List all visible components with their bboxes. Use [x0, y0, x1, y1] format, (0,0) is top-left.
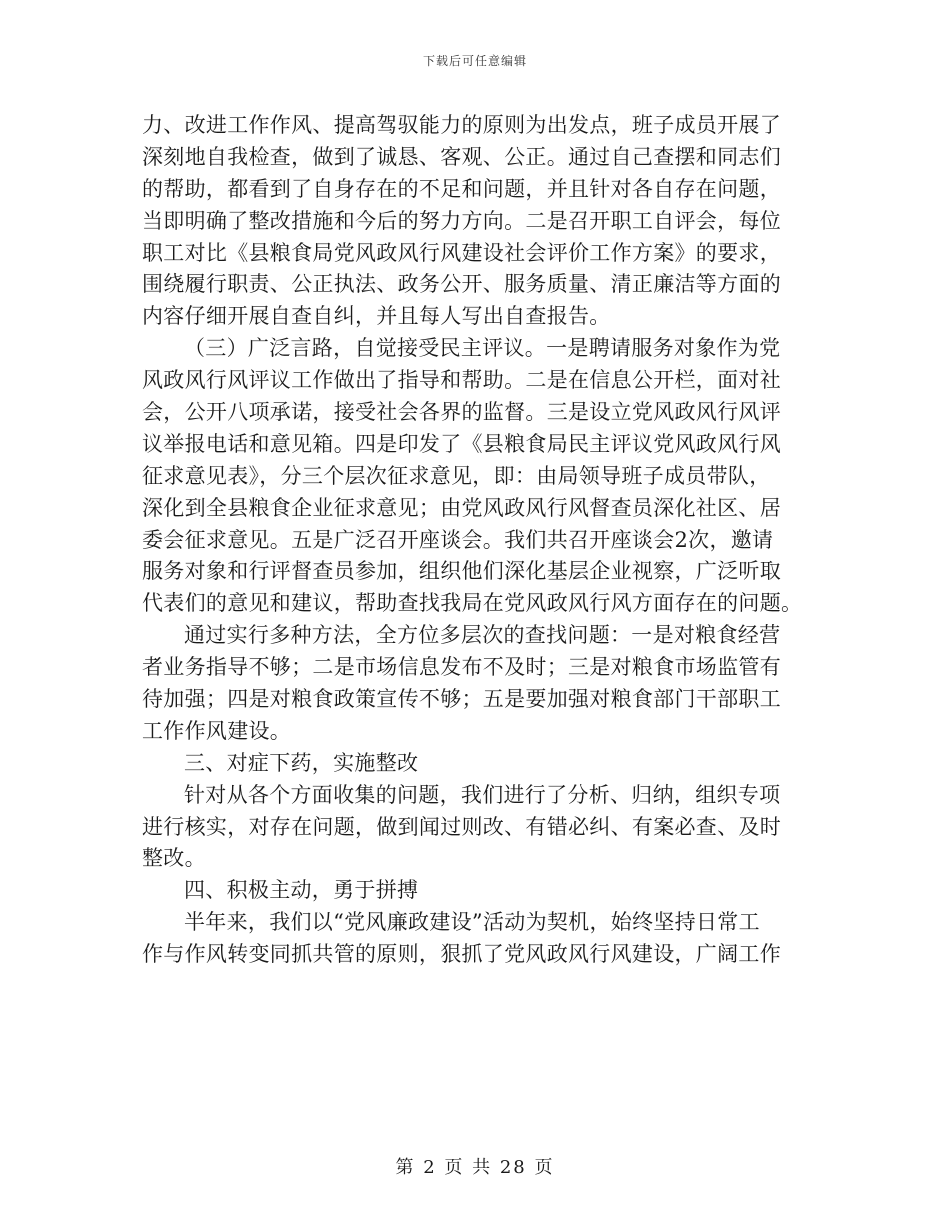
text-line: 针对从各个方面收集的问题，我们进行了分析、归纳，组织专项 — [184, 782, 781, 807]
page-number: 第 2 页 共 28 页 — [395, 1157, 555, 1178]
text-line: 作与作风转变同抓共管的原则，狠抓了党风政风行风建设，广阔工作 — [142, 942, 781, 967]
text-line: 力、改进工作作风、提高驾驭能力的原则为出发点，班子成员开展了 — [142, 113, 781, 137]
text-line: 待加强；四是对粮食政策宣传不够；五是要加强对粮食部门干部职工 — [142, 687, 781, 712]
text-line: 整改。 — [142, 846, 206, 871]
text-line: 进行核实，对存在问题，做到闻过则改、有错必纠、有案必查、及时 — [142, 814, 781, 839]
text-line: 服务对象和行评督查员参加，组织他们深化基层企业视察，广泛听取 — [142, 559, 781, 584]
text-line: 的帮助，都看到了自身存在的不足和问题，并且针对各自存在问题， — [142, 176, 781, 201]
text-line: 征求意见表》，分三个层次征求意见，即：由局领导班子成员带队， — [142, 463, 771, 488]
text-line: 深刻地自我检查，做到了诚恳、客观、公正。通过自己查摆和同志们 — [142, 144, 781, 169]
text-line: （三）广泛言路，自觉接受民主评议。一是聘请服务对象作为党 — [184, 336, 781, 361]
page-header: 下载后可任意编辑 — [422, 54, 527, 68]
text-line: 风政风行风评议工作做出了指导和帮助。二是在信息公开栏，面对社 — [142, 368, 781, 393]
text-line: 工作作风建设。 — [142, 718, 292, 743]
text-line: 职工对比《县粮食局党风政风行风建设社会评价工作方案》的要求， — [142, 240, 781, 265]
text-line: 议举报电话和意见箱。四是印发了《县粮食局民主评议党风政风行风 — [142, 431, 781, 456]
text-line: 内容仔细开展自查自纠，并且每人写出自查报告。 — [142, 304, 611, 329]
text-line: 代表们的意见和建议，帮助查找我局在党风政风行风方面存在的问题。 — [142, 591, 803, 616]
text-line: 会，公开八项承诺，接受社会各界的监督。三是设立党风政风行风评 — [142, 400, 781, 425]
text-line: 四、积极主动，勇于拼搏 — [184, 878, 419, 903]
text-line: 通过实行多种方法，全方位多层次的查找问题：一是对粮食经营 — [184, 623, 781, 648]
text-line: 深化到全县粮食企业征求意见；由党风政风行风督查员深化社区、居 — [142, 495, 781, 520]
document-body — [142, 110, 812, 971]
text-line: 半年来，我们以“党风廉政建设”活动为契机，始终坚持日常工 — [184, 910, 760, 935]
text-line: 者业务指导不够；二是市场信息发布不及时；三是对粮食市场监管有 — [142, 655, 781, 680]
text-line: 委会征求意见。五是广泛召开座谈会。我们共召开座谈会2次，邀请 — [142, 527, 774, 552]
text-line: 当即明确了整改措施和今后的努力方向。二是召开职工自评会，每位 — [142, 208, 781, 233]
text-line: 围绕履行职责、公正执法、政务公开、服务质量、清正廉洁等方面的 — [142, 272, 781, 297]
text-line: 三、对症下药，实施整改 — [184, 750, 419, 775]
